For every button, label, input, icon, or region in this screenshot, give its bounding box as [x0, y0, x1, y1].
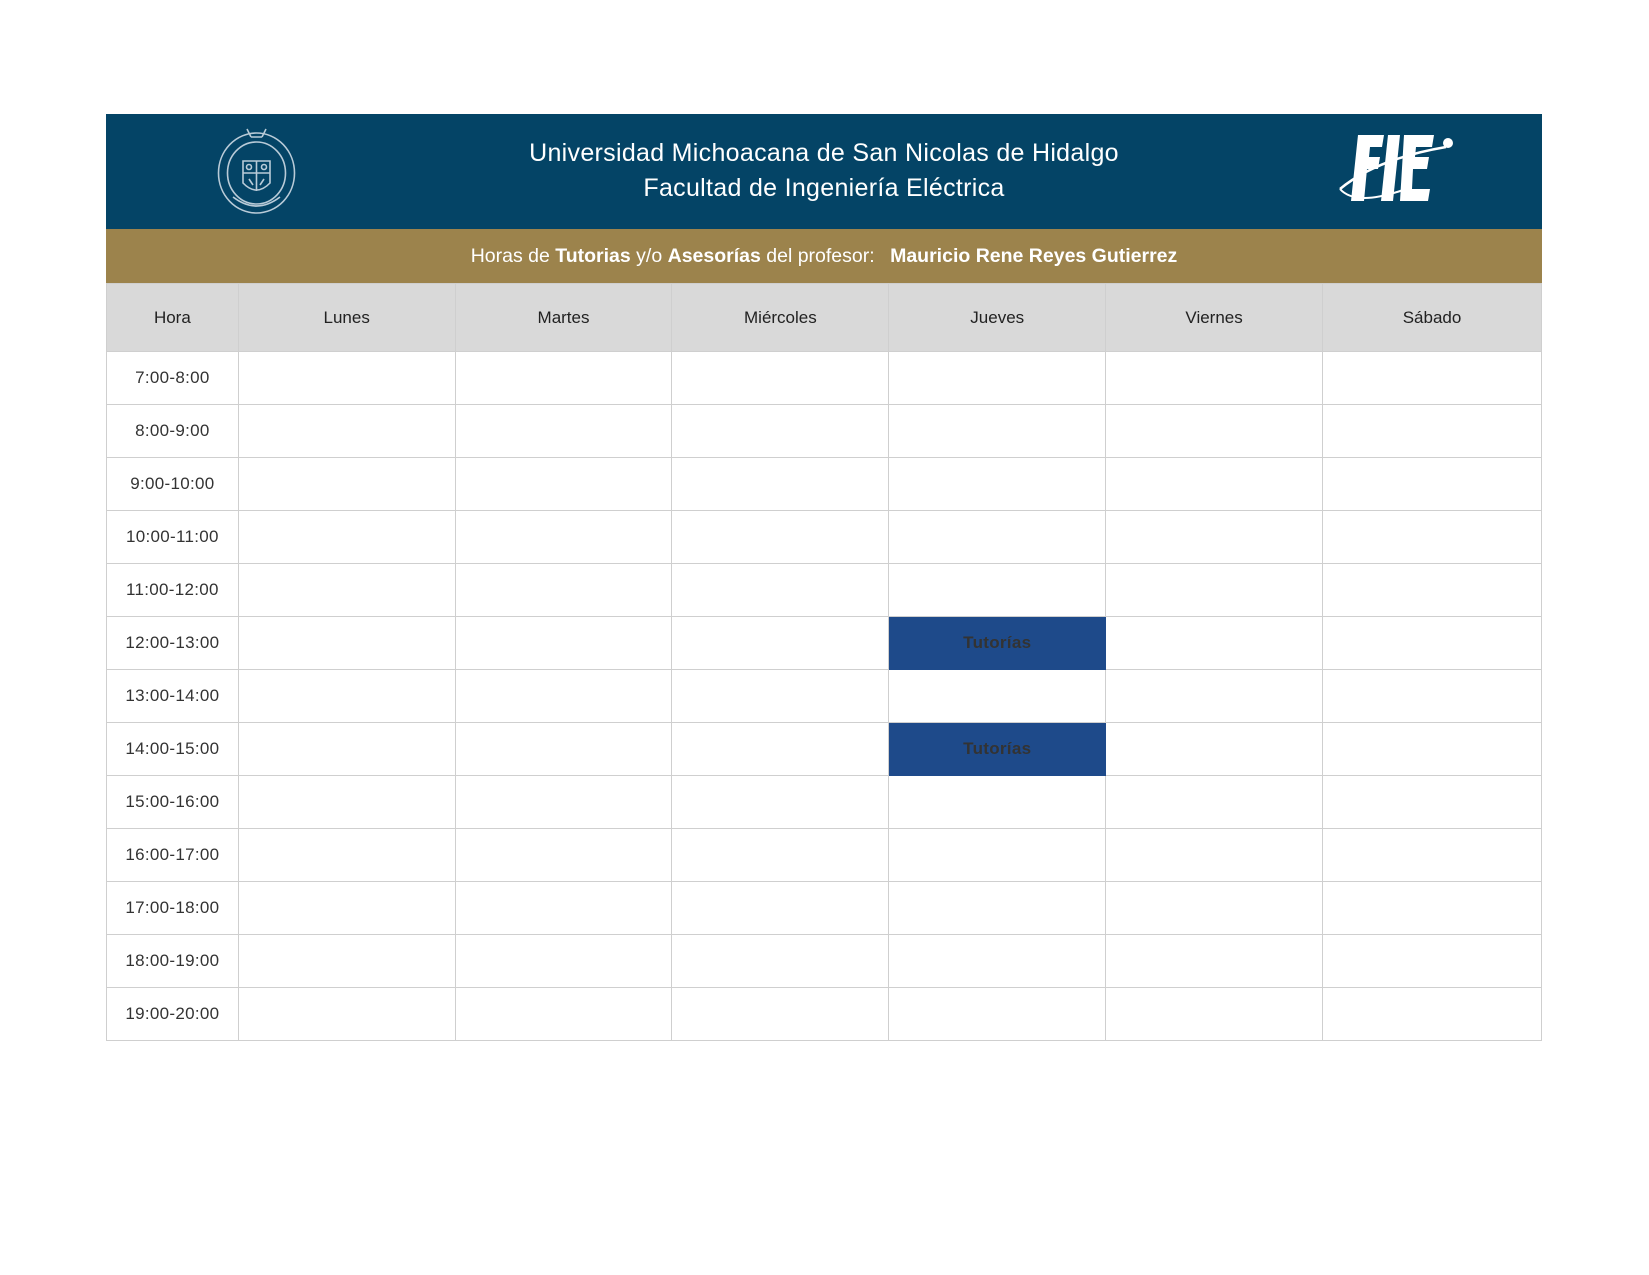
empty-slot-cell	[672, 405, 889, 458]
empty-slot-cell	[1106, 723, 1323, 776]
subheader-prefix: Horas de	[470, 245, 550, 267]
empty-slot-cell	[455, 564, 672, 617]
hour-cell: 15:00-16:00	[107, 776, 239, 829]
empty-slot-cell	[889, 882, 1106, 935]
empty-slot-cell	[1323, 670, 1542, 723]
empty-slot-cell	[889, 352, 1106, 405]
empty-slot-cell	[1106, 882, 1323, 935]
schedule-row	[107, 352, 1542, 405]
column-header-day: Martes	[455, 284, 672, 352]
empty-slot-cell	[672, 776, 889, 829]
empty-slot-cell	[238, 458, 455, 511]
university-name: Universidad Michoacana de San Nicolas de Hidalgo	[529, 139, 1119, 167]
empty-slot-cell	[1106, 617, 1323, 670]
schedule-table	[106, 283, 1542, 1041]
schedule-row	[107, 458, 1542, 511]
empty-slot-cell	[1323, 935, 1542, 988]
empty-slot-cell	[1323, 405, 1542, 458]
hour-cell: 8:00-9:00	[107, 405, 239, 458]
empty-slot-cell	[672, 723, 889, 776]
schedule-row	[107, 723, 1542, 776]
hour-cell: 10:00-11:00	[107, 511, 239, 564]
empty-slot-cell	[1106, 988, 1323, 1041]
fie-logo-icon	[1336, 129, 1458, 207]
subheader-tutorias: Tutorias	[555, 245, 631, 267]
empty-slot-cell	[1106, 511, 1323, 564]
empty-slot-cell	[1323, 617, 1542, 670]
session-cell: Tutorías	[889, 723, 1106, 776]
empty-slot-cell	[672, 458, 889, 511]
empty-slot-cell	[1106, 458, 1323, 511]
empty-slot-cell	[238, 776, 455, 829]
header-titles	[106, 136, 1542, 206]
hour-cell: 17:00-18:00	[107, 882, 239, 935]
empty-slot-cell	[238, 511, 455, 564]
empty-slot-cell	[672, 617, 889, 670]
empty-slot-cell	[455, 511, 672, 564]
empty-slot-cell	[455, 882, 672, 935]
empty-slot-cell	[455, 458, 672, 511]
empty-slot-cell	[238, 988, 455, 1041]
hour-cell: 19:00-20:00	[107, 988, 239, 1041]
empty-slot-cell	[1323, 882, 1542, 935]
empty-slot-cell	[455, 352, 672, 405]
empty-slot-cell	[1106, 564, 1323, 617]
column-header-day: Viernes	[1106, 284, 1323, 352]
column-header-day: Sábado	[1323, 284, 1542, 352]
empty-slot-cell	[1323, 988, 1542, 1041]
hour-cell: 13:00-14:00	[107, 670, 239, 723]
empty-slot-cell	[455, 723, 672, 776]
hour-cell: 9:00-10:00	[107, 458, 239, 511]
empty-slot-cell	[455, 617, 672, 670]
schedule-row	[107, 511, 1542, 564]
empty-slot-cell	[455, 776, 672, 829]
empty-slot-cell	[238, 405, 455, 458]
empty-slot-cell	[238, 670, 455, 723]
empty-slot-cell	[889, 776, 1106, 829]
hour-cell: 12:00-13:00	[107, 617, 239, 670]
schedule-row	[107, 617, 1542, 670]
session-cell: Tutorías	[889, 617, 1106, 670]
schedule-row	[107, 776, 1542, 829]
empty-slot-cell	[672, 670, 889, 723]
empty-slot-cell	[1323, 829, 1542, 882]
empty-slot-cell	[1323, 352, 1542, 405]
schedule-header-row	[107, 284, 1542, 352]
schedule-row	[107, 405, 1542, 458]
schedule-row	[107, 988, 1542, 1041]
empty-slot-cell	[455, 670, 672, 723]
empty-slot-cell	[889, 829, 1106, 882]
subheader-suffix: del profesor:	[766, 245, 875, 267]
faculty-name: Facultad de Ingeniería Eléctrica	[643, 174, 1005, 202]
header-band	[106, 114, 1542, 229]
empty-slot-cell	[889, 564, 1106, 617]
subheader-asesorias: Asesorías	[667, 245, 761, 267]
empty-slot-cell	[238, 829, 455, 882]
empty-slot-cell	[889, 511, 1106, 564]
empty-slot-cell	[1106, 829, 1323, 882]
column-header-day: Lunes	[238, 284, 455, 352]
empty-slot-cell	[238, 935, 455, 988]
column-header-hora: Hora	[107, 284, 239, 352]
empty-slot-cell	[1106, 776, 1323, 829]
empty-slot-cell	[1323, 776, 1542, 829]
empty-slot-cell	[889, 670, 1106, 723]
empty-slot-cell	[1106, 352, 1323, 405]
empty-slot-cell	[1323, 564, 1542, 617]
hour-cell: 16:00-17:00	[107, 829, 239, 882]
subheader-connector: y/o	[636, 245, 663, 267]
column-header-day: Jueves	[889, 284, 1106, 352]
empty-slot-cell	[672, 988, 889, 1041]
empty-slot-cell	[238, 352, 455, 405]
empty-slot-cell	[1323, 458, 1542, 511]
empty-slot-cell	[889, 988, 1106, 1041]
schedule-row	[107, 882, 1542, 935]
empty-slot-cell	[455, 405, 672, 458]
empty-slot-cell	[455, 988, 672, 1041]
empty-slot-cell	[455, 829, 672, 882]
empty-slot-cell	[672, 564, 889, 617]
professor-name: Mauricio Rene Reyes Gutierrez	[890, 245, 1178, 267]
empty-slot-cell	[889, 935, 1106, 988]
schedule-row	[107, 829, 1542, 882]
empty-slot-cell	[672, 882, 889, 935]
empty-slot-cell	[672, 352, 889, 405]
empty-slot-cell	[889, 458, 1106, 511]
empty-slot-cell	[889, 405, 1106, 458]
empty-slot-cell	[1106, 405, 1323, 458]
empty-slot-cell	[672, 829, 889, 882]
empty-slot-cell	[672, 935, 889, 988]
hour-cell: 14:00-15:00	[107, 723, 239, 776]
schedule-sheet	[106, 114, 1542, 1041]
tutoring-subheader	[106, 229, 1542, 283]
schedule-row	[107, 564, 1542, 617]
empty-slot-cell	[238, 564, 455, 617]
hour-cell: 11:00-12:00	[107, 564, 239, 617]
empty-slot-cell	[672, 511, 889, 564]
column-header-day: Miércoles	[672, 284, 889, 352]
empty-slot-cell	[1106, 670, 1323, 723]
hour-cell: 18:00-19:00	[107, 935, 239, 988]
empty-slot-cell	[1323, 511, 1542, 564]
schedule-body	[107, 352, 1542, 1041]
empty-slot-cell	[1106, 935, 1323, 988]
empty-slot-cell	[1323, 723, 1542, 776]
hour-cell: 7:00-8:00	[107, 352, 239, 405]
empty-slot-cell	[238, 882, 455, 935]
empty-slot-cell	[238, 617, 455, 670]
empty-slot-cell	[455, 935, 672, 988]
empty-slot-cell	[238, 723, 455, 776]
schedule-row	[107, 670, 1542, 723]
schedule-row	[107, 935, 1542, 988]
